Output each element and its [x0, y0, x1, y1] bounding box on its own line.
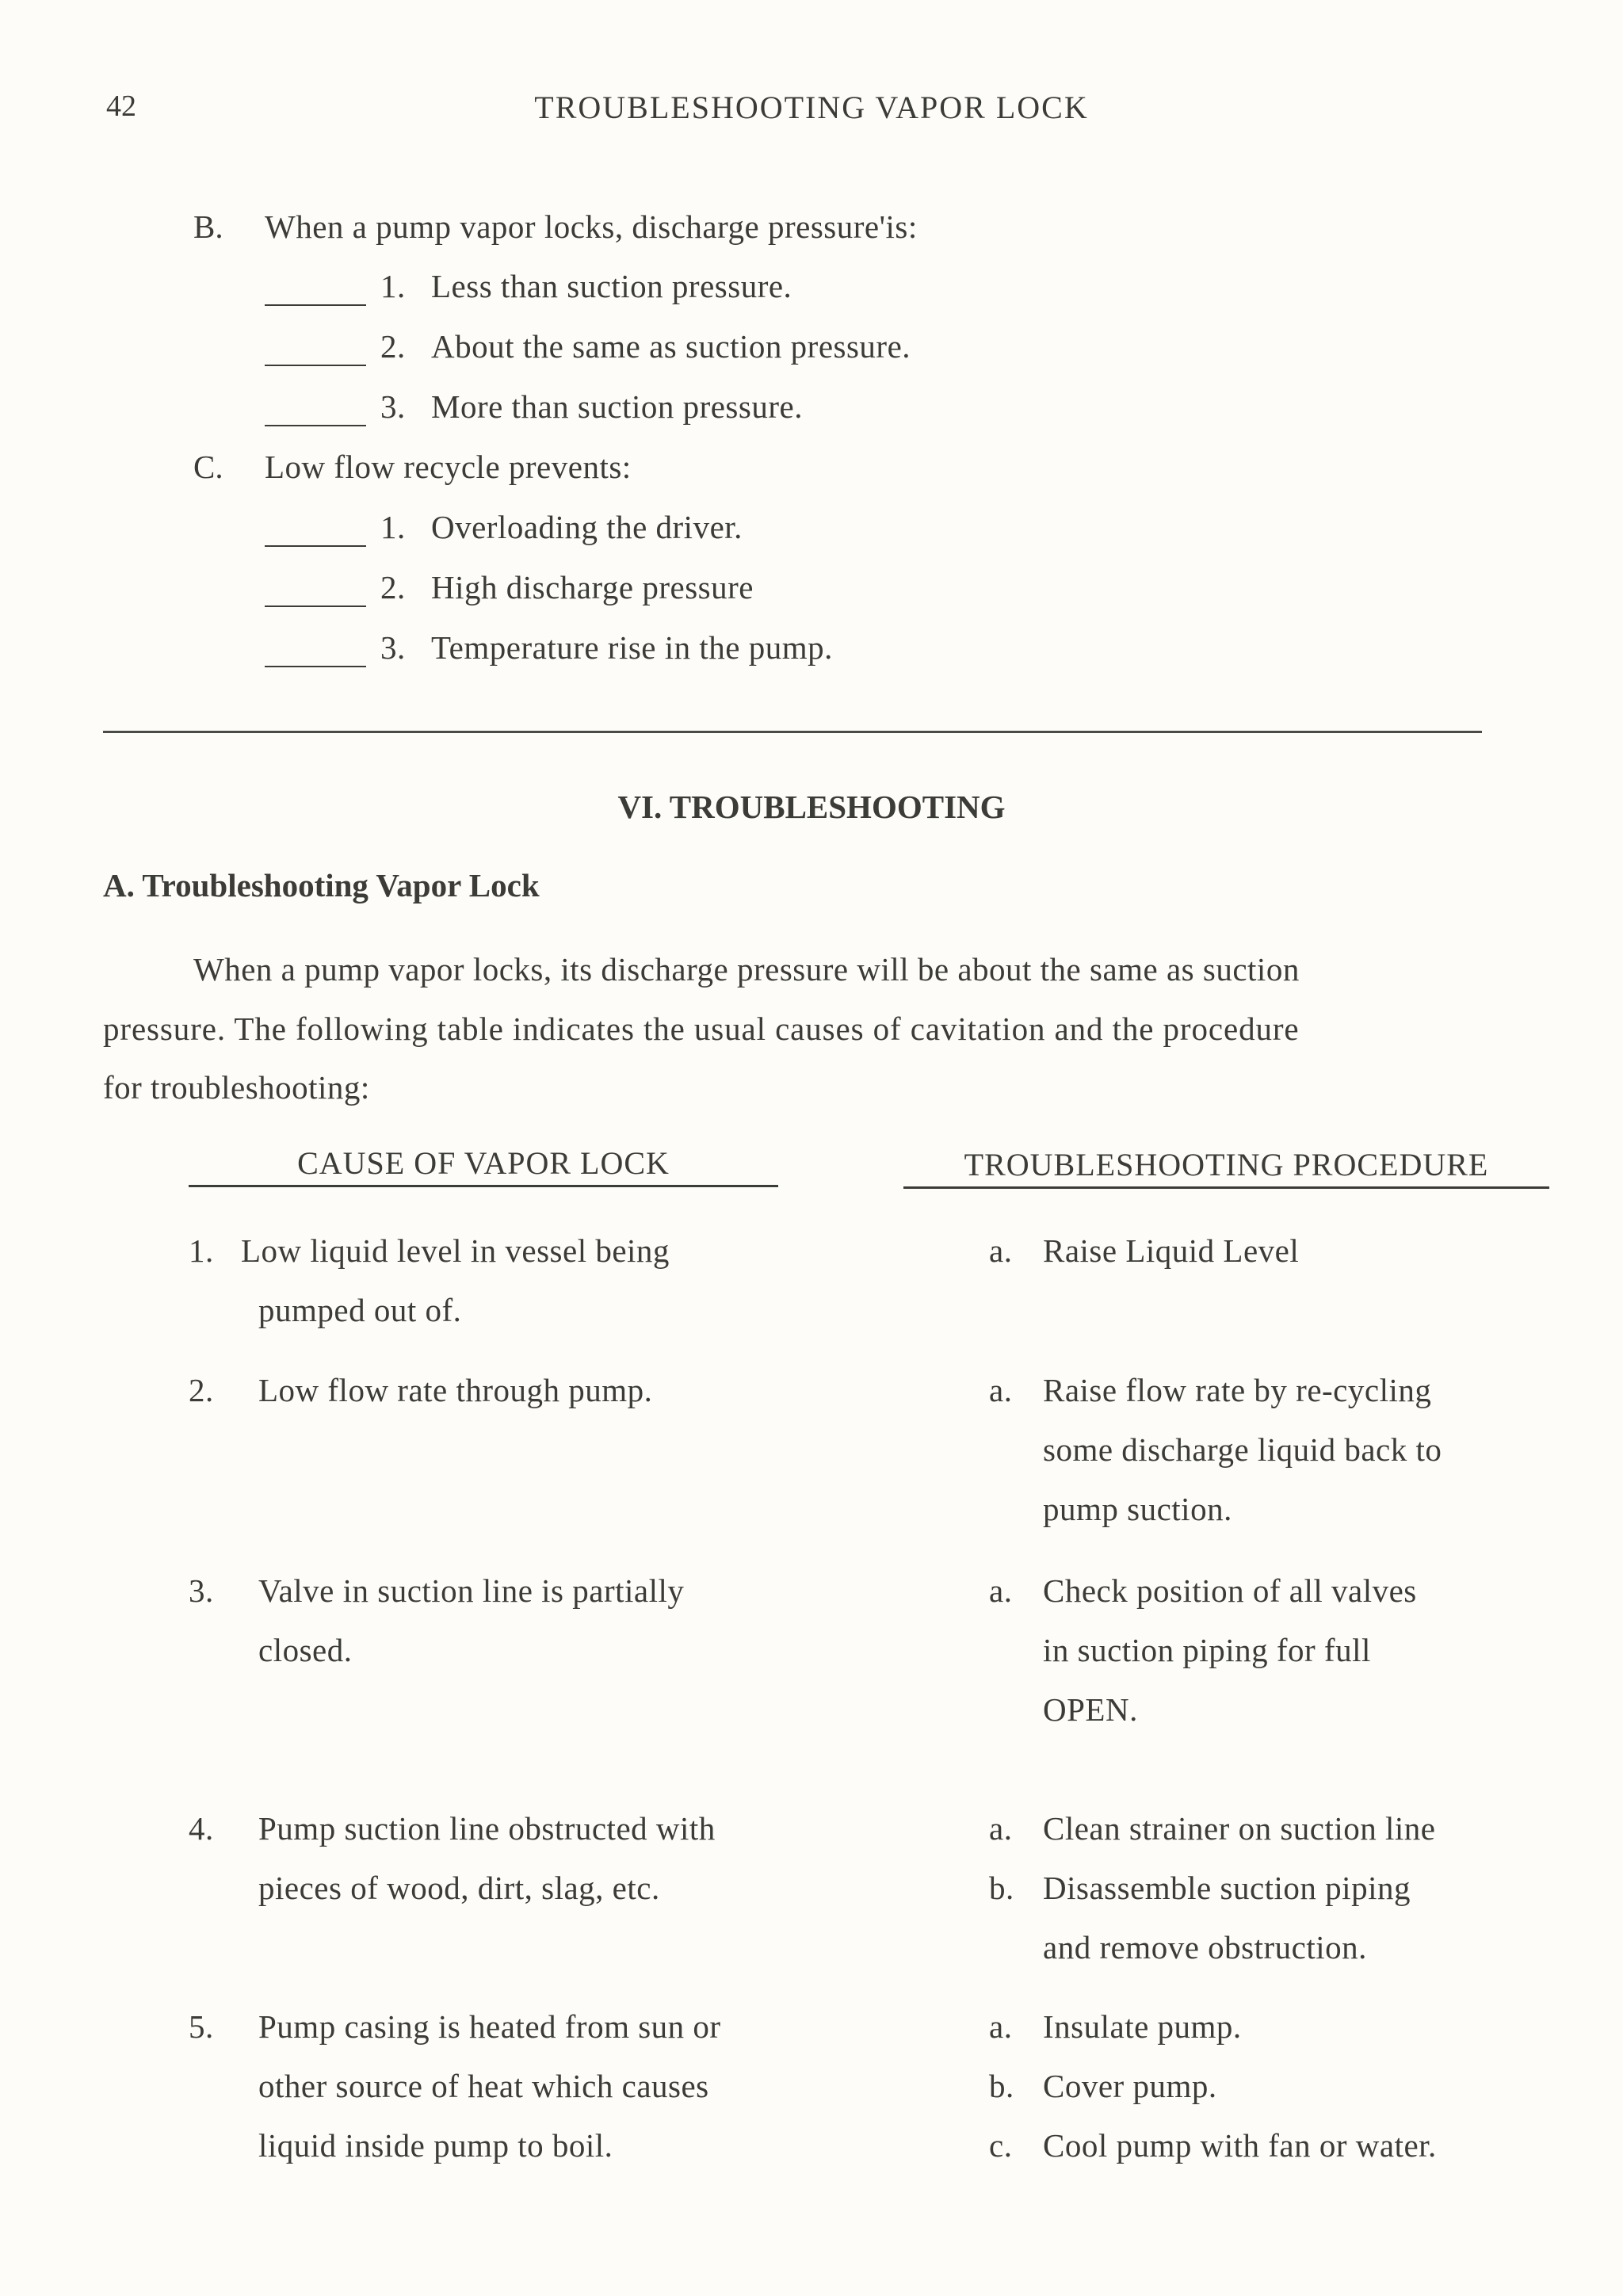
- cause-line: Valve in suction line is partially: [258, 1572, 685, 1609]
- procedure-line: Clean strainer on suction line: [1043, 1810, 1436, 1847]
- cause-line: Low flow rate through pump.: [258, 1372, 653, 1408]
- procedure-line: Check position of all valves: [1043, 1572, 1417, 1609]
- answer-blank-b3[interactable]: [265, 425, 366, 426]
- option-c2-text: High discharge pressure: [431, 569, 754, 606]
- answer-blank-c3[interactable]: [265, 666, 366, 667]
- intro-line-1: When a pump vapor locks, its discharge pressure will be about the same as suction: [193, 951, 1300, 988]
- answer-blank-c2[interactable]: [265, 606, 366, 607]
- procedure-letter: a.: [989, 1232, 1013, 1269]
- row-number: 3.: [189, 1572, 214, 1609]
- row-number: 1.: [189, 1232, 214, 1269]
- question-c-letter: C.: [193, 449, 223, 485]
- cause-line: closed.: [258, 1632, 353, 1668]
- cause-line: pieces of wood, dirt, slag, etc.: [258, 1870, 660, 1906]
- procedure-line: some discharge liquid back to: [1043, 1431, 1442, 1468]
- procedure-line: Insulate pump.: [1043, 2008, 1242, 2045]
- procedure-line: Disassemble suction piping: [1043, 1870, 1411, 1906]
- cause-line: Low liquid level in vessel being: [241, 1232, 670, 1269]
- procedure-line: and remove obstruction.: [1043, 1929, 1367, 1966]
- procedure-line: Cool pump with fan or water.: [1043, 2127, 1437, 2164]
- section-divider: [103, 731, 1482, 733]
- procedure-letter: c.: [989, 2127, 1013, 2164]
- running-title: TROUBLESHOOTING VAPOR LOCK: [534, 90, 1089, 125]
- cause-line: other source of heat which causes: [258, 2068, 709, 2104]
- procedure-line: Raise Liquid Level: [1043, 1232, 1300, 1269]
- procedure-line: Raise flow rate by re-cycling: [1043, 1372, 1432, 1408]
- row-number: 2.: [189, 1372, 214, 1408]
- row-number: 4.: [189, 1810, 214, 1847]
- procedure-letter: a.: [989, 1810, 1013, 1847]
- answer-blank-b2[interactable]: [265, 365, 366, 366]
- option-b3-text: More than suction pressure.: [431, 388, 803, 425]
- subsection-title: A. Troubleshooting Vapor Lock: [103, 867, 540, 904]
- procedure-line: pump suction.: [1043, 1491, 1232, 1527]
- option-b3-num: 3.: [380, 388, 406, 425]
- cause-line: Pump suction line obstructed with: [258, 1810, 716, 1847]
- column-header-procedure: TROUBLESHOOTING PROCEDURE: [903, 1146, 1549, 1189]
- option-c1-text: Overloading the driver.: [431, 509, 743, 545]
- option-c1-num: 1.: [380, 509, 406, 545]
- answer-blank-b1[interactable]: [265, 304, 366, 306]
- option-b1-num: 1.: [380, 268, 406, 304]
- option-c2-num: 2.: [380, 569, 406, 606]
- question-b-prompt: When a pump vapor locks, discharge pressure'is:: [265, 208, 918, 245]
- procedure-letter: b.: [989, 1870, 1014, 1906]
- procedure-letter: b.: [989, 2068, 1014, 2104]
- question-b-letter: B.: [193, 208, 223, 245]
- cause-line: Pump casing is heated from sun or: [258, 2008, 721, 2045]
- procedure-line: OPEN.: [1043, 1691, 1138, 1728]
- cause-line: liquid inside pump to boil.: [258, 2127, 613, 2164]
- option-b2-text: About the same as suction pressure.: [431, 328, 911, 365]
- procedure-letter: a.: [989, 1372, 1013, 1408]
- procedure-line: in suction piping for full: [1043, 1632, 1371, 1668]
- procedure-line: Cover pump.: [1043, 2068, 1217, 2104]
- section-title: VI. TROUBLESHOOTING: [617, 789, 1006, 825]
- procedure-letter: a.: [989, 2008, 1013, 2045]
- option-b1-text: Less than suction pressure.: [431, 268, 792, 304]
- procedure-letter: a.: [989, 1572, 1013, 1609]
- intro-line-2: pressure. The following table indicates the usual causes of cavitation and the procedure: [103, 1010, 1300, 1047]
- intro-line-3: for troubleshooting:: [103, 1069, 370, 1106]
- question-c-prompt: Low flow recycle prevents:: [265, 449, 632, 485]
- option-c3-num: 3.: [380, 629, 406, 666]
- row-number: 5.: [189, 2008, 214, 2045]
- column-header-cause: CAUSE OF VAPOR LOCK: [189, 1144, 778, 1187]
- answer-blank-c1[interactable]: [265, 545, 366, 547]
- page-number: 42: [106, 90, 136, 123]
- cause-line: pumped out of.: [258, 1292, 462, 1328]
- option-c3-text: Temperature rise in the pump.: [431, 629, 833, 666]
- option-b2-num: 2.: [380, 328, 406, 365]
